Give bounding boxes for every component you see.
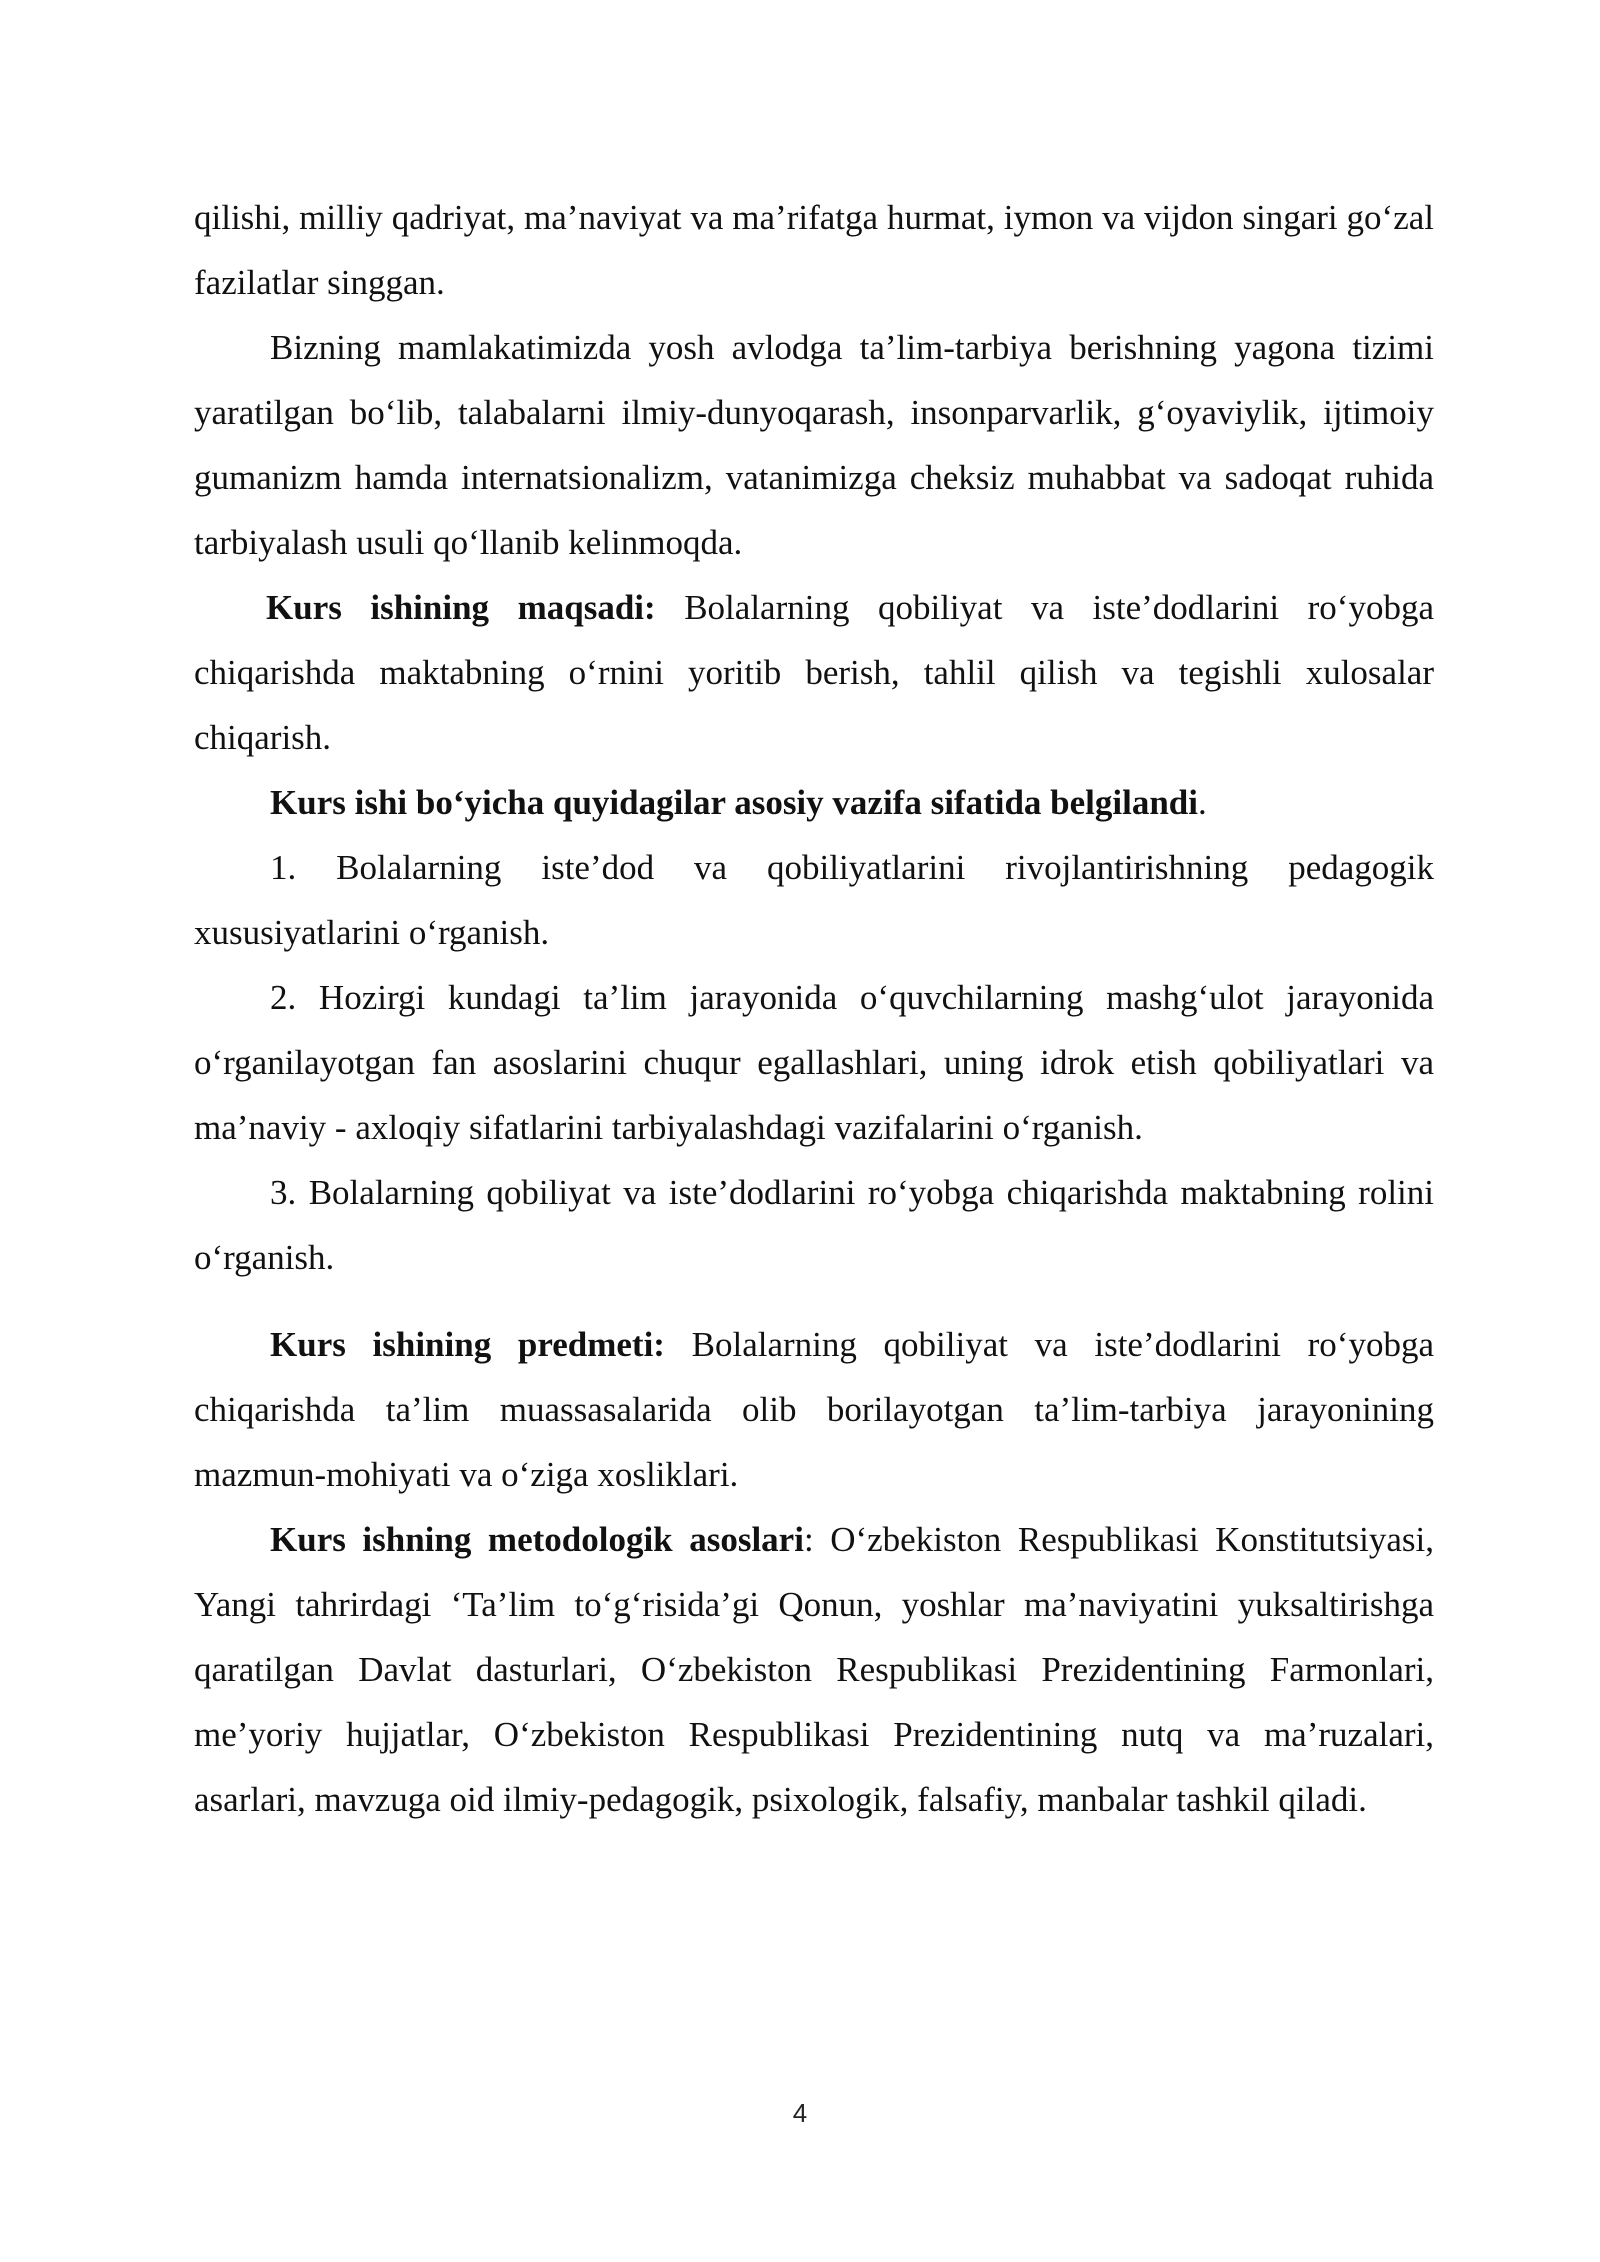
- subject-text: Bolalarning qobiliyat va iste’dodlarini ro‘yobga chiqarishda ta’lim muassasalarida olib borilayotgan ta’lim-tarbiya jarayonining mazmun-mohiyati va o‘ziga xosliklari.: [194, 1325, 1434, 1494]
- goal-paragraph: [194, 575, 1434, 770]
- task-item-1: 1. Bolalarning iste’dod va qobiliyatlarini rivojlantirishning pedagogik xususiyatlarini o‘rganish.: [194, 848, 1434, 952]
- methodology-text: : O‘zbekiston Respublikasi Konstitutsiyasi, Yangi tahrirdagi ‘Ta’lim to‘g‘risida’gi Qonun, yoshlar ma’naviyatini yuksaltirishga qaratilgan Davlat dasturlari, O‘zbekiston Respublikasi Prezidentining Farmonlari, me’yoriy hujjatlar, O‘zbekiston Respublikasi Prezidentining nutq va ma’ruzalari, asarlari, mavzuga oid ilmiy-pedagogik, psixologik, falsafiy, manbalar tashkil qiladi.: [194, 1520, 1434, 1819]
- task-item-3: 3. Bolalarning qobiliyat va iste’dodlarini ro‘yobga chiqarishda maktabning rolini o‘rganish.: [194, 1173, 1434, 1277]
- task-item-2: 2. Hozirgi kundagi ta’lim jarayonida o‘quvchilarning mashg‘ulot jarayonida o‘rganilayotgan fan asoslarini chuqur egallashlari, uning idrok etish qobiliyatlari va ma’naviy - axloqiy sifatlarini tarbiyalashdagi vazifalarini o‘rganish.: [194, 978, 1434, 1147]
- methodology-paragraph: [194, 1507, 1434, 1832]
- body-text: [194, 185, 1434, 1832]
- methodology-label: Kurs ishning metodologik asoslari: [270, 1520, 804, 1559]
- subject-paragraph: [194, 1312, 1434, 1507]
- tasks-label: Kurs ishi bo‘yicha quyidagilar asosiy vazifa sifatida belgilandi: [270, 783, 1198, 822]
- goal-label: Kurs ishining maqsadi:: [266, 588, 656, 627]
- goal-text: Bolalarning qobiliyat va iste’dodlarini ro‘yobga chiqarishda maktabning o‘rnini yoritib berish, tahlil qilish va tegishli xulosalar chiqarish.: [194, 588, 1434, 757]
- tasks-suffix: .: [1198, 783, 1207, 822]
- intro-paragraph: qilishi, milliy qadriyat, ma’naviyat va ma’rifatga hurmat, iymon va vijdon singari go‘zal fazilatlar singgan.: [194, 198, 1434, 302]
- education-system-paragraph: Bizning mamlakatimizda yosh avlodga ta’lim-tarbiya berishning yagona tizimi yaratilgan bo‘lib, talabalarni ilmiy-dunyoqarash, insonparvarlik, g‘oyaviylik, ijtimoiy gumanizm hamda internatsionalizm, vatanimizga cheksiz muhabbat va sadoqat ruhida tarbiyalash usuli qo‘llanib kelinmoqda.: [194, 328, 1434, 562]
- page-number: 4: [792, 2098, 808, 2128]
- subject-label: Kurs ishining predmeti:: [270, 1325, 665, 1364]
- tasks-heading: [194, 770, 1434, 835]
